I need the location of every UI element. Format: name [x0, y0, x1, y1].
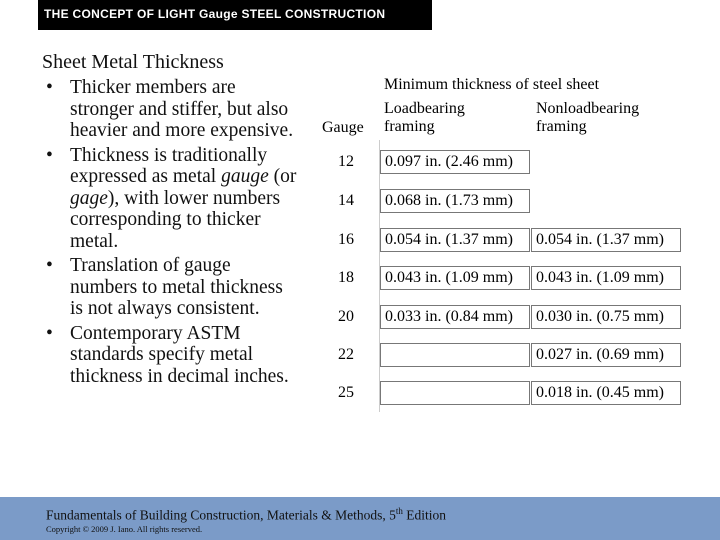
loadbearing-cell: 0.068 in. (1.73 mm) — [380, 189, 530, 213]
bullet-dot: • — [46, 255, 53, 276]
gauge-cell: 12 — [338, 153, 354, 170]
gauge-cell: 16 — [338, 231, 354, 248]
bullet-item — [42, 323, 297, 388]
nonloadbearing-cell: 0.054 in. (1.37 mm) — [531, 228, 681, 252]
footer-edition-text: Edition — [402, 507, 446, 523]
col-header-nonloadbearing: Nonloadbearing framing — [536, 100, 640, 135]
section-heading: Sheet Metal Thickness — [42, 51, 224, 73]
footer-copyright: Copyright © 2009 J. Iano. All rights reserved. — [46, 524, 203, 534]
gauge-cell: 22 — [338, 346, 354, 363]
footer-edition-sup: th — [395, 506, 403, 516]
bullet-text: Thicker members are stronger and stiffer, but also heavier and more expensive. — [70, 77, 294, 141]
bullet-text: Thickness is traditionally expressed as metal gauge (or gage), with lower numbers corresponding to thicker metal. — [70, 144, 297, 252]
loadbearing-cell: 0.054 in. (1.37 mm) — [380, 228, 530, 252]
footer-book-title — [46, 506, 446, 524]
slide-title-bar — [38, 0, 432, 30]
nonloadbearing-cell: 0.030 in. (0.75 mm) — [531, 305, 681, 329]
bullet-text: Translation of gauge numbers to metal thickness is not always consistent. — [70, 255, 283, 319]
bullet-dot: • — [46, 77, 53, 98]
bullet-dot: • — [46, 322, 53, 344]
bullet-text: Contemporary ASTM standards specify metal thickness in decimal inches. — [70, 322, 289, 387]
col-header-gauge: Gauge — [322, 119, 364, 136]
loadbearing-cell: 0.097 in. (2.46 mm) — [380, 150, 530, 174]
gauge-cell: 18 — [338, 269, 354, 286]
loadbearing-cell — [380, 343, 530, 367]
bullet-list — [42, 77, 297, 387]
bullet-dot: • — [46, 144, 53, 166]
footer-bar — [0, 497, 720, 540]
loadbearing-cell: 0.043 in. (1.09 mm) — [380, 266, 530, 290]
nonloadbearing-cell: 0.043 in. (1.09 mm) — [531, 266, 681, 290]
gauge-cell: 20 — [338, 308, 354, 325]
col-header-loadbearing: Loadbearing framing — [384, 100, 465, 135]
bullet-item — [42, 77, 297, 142]
nonloadbearing-cell: 0.027 in. (0.69 mm) — [531, 343, 681, 367]
table-title: Minimum thickness of steel sheet — [384, 76, 600, 93]
nonloadbearing-cell: 0.018 in. (0.45 mm) — [531, 381, 681, 405]
loadbearing-cell: 0.033 in. (0.84 mm) — [380, 305, 530, 329]
loadbearing-cell — [380, 381, 530, 405]
slide-title: THE CONCEPT OF LIGHT Gauge STEEL CONSTRUCTION — [44, 7, 386, 21]
bullet-item — [42, 145, 297, 253]
gauge-cell: 14 — [338, 192, 354, 209]
gauge-cell: 25 — [338, 384, 354, 401]
bullet-item — [42, 255, 297, 320]
footer-title-text: Fundamentals of Building Construction, Materials & Methods, 5 — [46, 507, 396, 523]
